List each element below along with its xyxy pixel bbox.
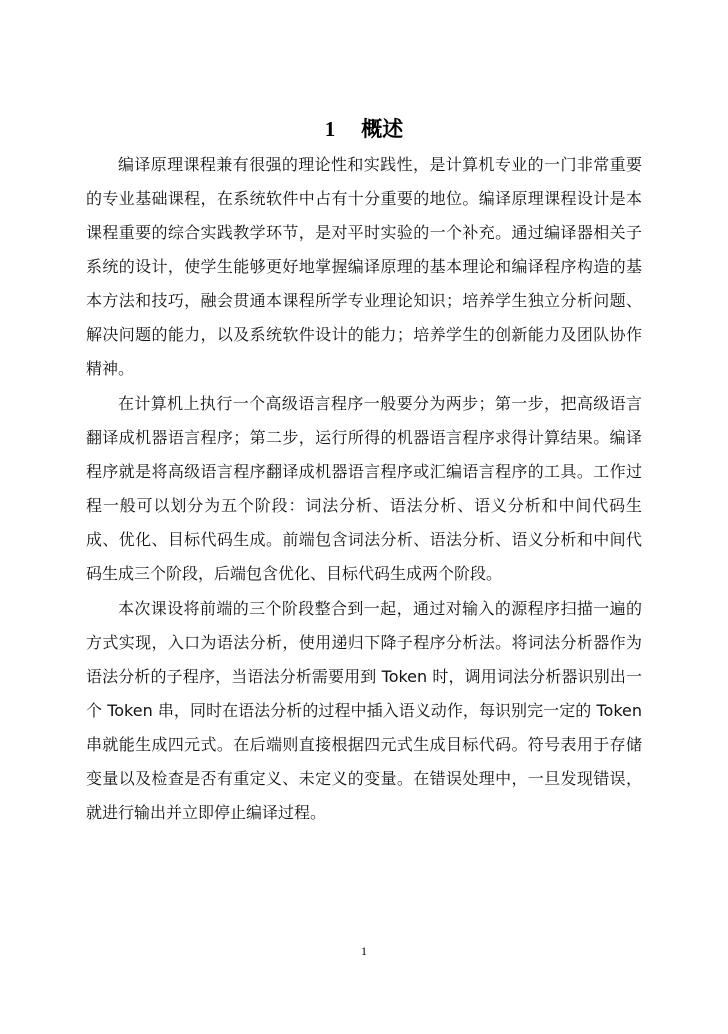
paragraph-intro: 编译原理课程兼有很强的理论性和实践性，是计算机专业的一门非常重要的专业基础课程，在系统软件中占有十分重要的地位。编译原理课程设计是本课程重要的综合实践教学环节，是对平时实验的一个补充。通过编译器相关子系统的设计，使学生能够更好地掌握编译原理的基本理论和编译程序构造的基本方法和技巧，融会贯通本课程所学专业理论知识；培养学生独立分析问题、解决问题的能力，以及系统软件设计的能力；培养学生的创新能力及团队协作精神。 <box>86 155 642 378</box>
section-number: 1 <box>324 117 336 141</box>
paragraph-compiler-phases: 在计算机上执行一个高级语言程序一般要分为两步；第一步，把高级语言翻译成机器语言程序；第二步，运行所得的机器语言程序求得计算结果。编译程序就是将高级语言程序翻译成机器语言程序或汇编语言程序的工具。工作过程一般可以划分为五个阶段：词法分析、语法分析、语义分析和中间代码生成、优化、目标代码生成。前端包含词法分析、语法分析、语义分析和中间代码生成三个阶段，后端包含优化、目标代码生成两个阶段。 <box>86 394 642 583</box>
section-title: 概述 <box>361 117 404 141</box>
page-number: 1 <box>361 944 367 958</box>
paragraph-design-approach: 本次课设将前端的三个阶段整合到一起，通过对输入的源程序扫描一遍的方式实现，入口为语法分析，使用递归下降子程序分析法。将词法分析器作为语法分析的子程序，当语法分析需要用到 Token 时，调用词法分析器识别出一个 Token 串，同时在语法分析的过程中插入语义动作，每识别完一定的 Token 串就能生成四元式。在后端则直接根据四元式生成目标代码。符号表用于存储变量以及检查是否有重定义、未定义的变量。在错误处理中，一旦发现错误，就进行输出并立即停止编译过程。 <box>86 599 642 822</box>
body-text <box>86 148 642 831</box>
section-heading <box>0 114 728 144</box>
